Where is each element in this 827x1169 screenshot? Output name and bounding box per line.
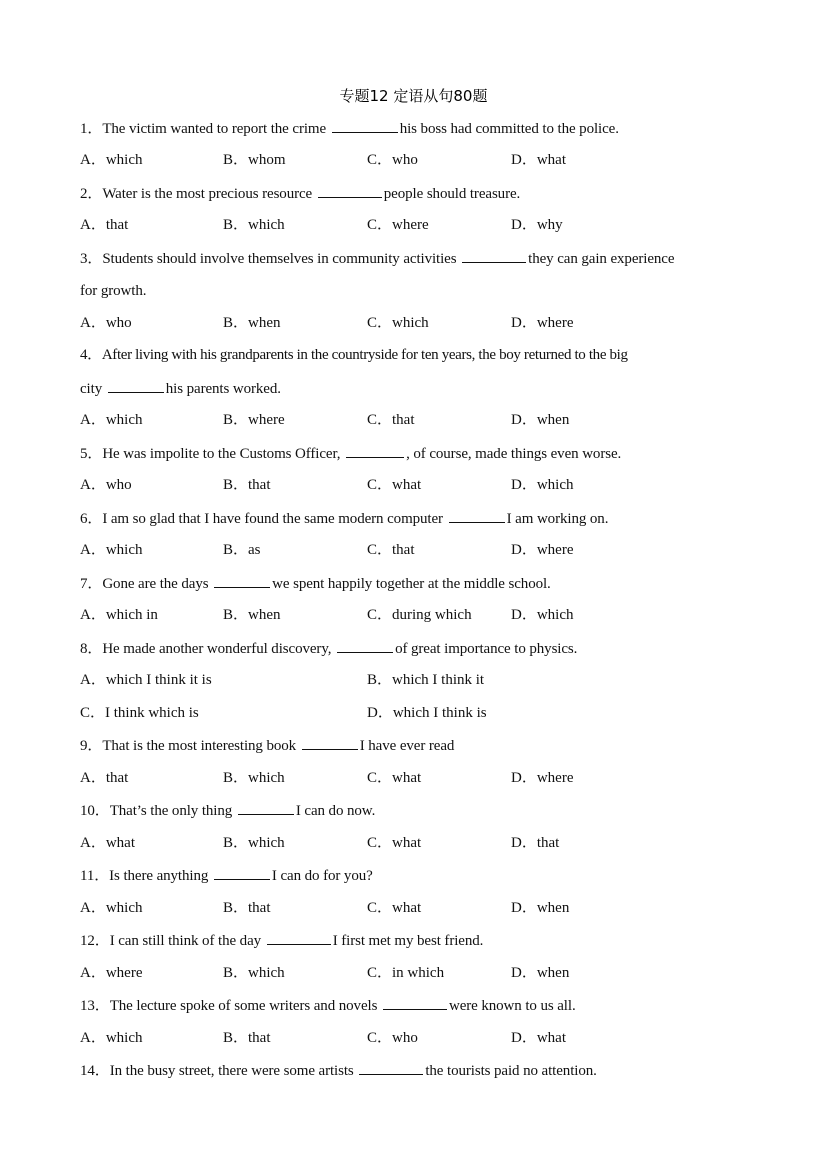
page-title: 专题12 定语从句80题 (339, 87, 488, 105)
question-1 (80, 118, 760, 139)
option-c: C．who (367, 1030, 418, 1046)
question-14 (80, 1060, 760, 1081)
question-number: 9． (80, 738, 103, 754)
question-text: people should treasure. (383, 186, 521, 202)
question-8 (80, 638, 760, 659)
question-number: 5． (80, 446, 103, 462)
question-number: 13． (80, 998, 110, 1014)
question-text: they can gain experience (528, 251, 675, 267)
answer-blank (214, 865, 270, 880)
option-a: A．which in (80, 607, 158, 623)
option-a: A．that (80, 217, 129, 233)
question-number: 8． (80, 641, 103, 657)
option-d: D．when (511, 900, 570, 916)
option-c: C．which (367, 315, 429, 331)
option-b: B．that (223, 1030, 271, 1046)
option-d: D．where (511, 315, 574, 331)
option-d: D．which I think is (367, 705, 487, 721)
option-a: A．who (80, 477, 132, 493)
question-text: I am so glad that I have found the same modern computer (102, 511, 443, 527)
question-2 (80, 183, 760, 204)
option-b: B．whom (223, 152, 286, 168)
question-number: 14． (80, 1063, 110, 1079)
question-text: I can do for you? (271, 868, 373, 884)
option-d: D．which (511, 607, 574, 623)
question-text: That is the most interesting book (102, 738, 297, 754)
option-b: B．where (223, 412, 285, 428)
question-text: his parents worked. (165, 381, 281, 397)
question-7 (80, 573, 760, 594)
option-b: B．that (223, 900, 271, 916)
question-text: we spent happily together at the middle school. (272, 576, 551, 592)
answer-blank (214, 573, 270, 588)
option-c: C．where (367, 217, 429, 233)
option-a: A．which (80, 900, 143, 916)
answer-blank (332, 118, 398, 133)
question-3-continuation (80, 281, 760, 301)
question-text: city (80, 381, 103, 397)
option-a: A．which (80, 152, 143, 168)
question-text: That’s the only thing (109, 803, 233, 819)
answer-blank (383, 995, 447, 1010)
question-number: 6． (80, 511, 103, 527)
question-10 (80, 800, 760, 821)
question-9 (80, 735, 760, 756)
option-d: D．where (511, 770, 574, 786)
option-a: A．which I think it is (80, 672, 212, 688)
question-text: his boss had committed to the police. (399, 121, 619, 137)
question-number: 1． (80, 121, 103, 137)
option-a: A．which (80, 412, 143, 428)
question-number: 2． (80, 186, 103, 202)
option-d: D．what (511, 152, 567, 168)
answer-blank (462, 248, 526, 263)
question-text: Is there anything (109, 868, 209, 884)
question-4 (80, 345, 760, 365)
question-6 (80, 508, 760, 529)
option-c: C．in which (367, 965, 445, 981)
question-number: 3． (80, 251, 103, 267)
answer-blank (318, 183, 382, 198)
question-number: 4． (80, 347, 102, 363)
question-text: In the busy street, there were some artists (109, 1063, 354, 1079)
option-c: C．what (367, 835, 422, 851)
option-b: B．when (223, 315, 281, 331)
answer-blank (449, 508, 505, 523)
option-d: D．that (511, 835, 560, 851)
question-number: 12． (80, 933, 110, 949)
question-13 (80, 995, 760, 1016)
question-number: 11． (80, 868, 110, 884)
option-a: A．which (80, 1030, 143, 1046)
option-b: B．which I think it (367, 672, 485, 688)
option-c: C．I think which is (80, 705, 199, 721)
question-5 (80, 443, 760, 464)
option-c: C．what (367, 770, 422, 786)
answer-blank (238, 800, 294, 815)
option-b: B．when (223, 607, 281, 623)
answer-blank (359, 1060, 423, 1075)
question-text: the tourists paid no attention. (425, 1063, 597, 1079)
question-text: Water is the most precious resource (102, 186, 313, 202)
question-text: for growth. (80, 283, 147, 299)
option-b: B．which (223, 770, 285, 786)
question-text: were known to us all. (448, 998, 576, 1014)
option-d: D．where (511, 542, 574, 558)
question-text: Gone are the days (102, 576, 209, 592)
question-text: He made another wonderful discovery, (102, 641, 332, 657)
option-c: C．during which (367, 607, 472, 623)
option-a: A．which (80, 542, 143, 558)
question-3 (80, 248, 760, 269)
answer-blank (346, 443, 404, 458)
question-text: I can do now. (295, 803, 376, 819)
question-11 (80, 865, 760, 886)
question-text: After living with his grandparents in the countryside for ten years, the boy returned to the big (101, 347, 628, 363)
question-text: Students should involve themselves in community activities (102, 251, 457, 267)
option-a: A．what (80, 835, 136, 851)
option-b: B．which (223, 835, 285, 851)
option-b: B．which (223, 965, 285, 981)
question-number: 7． (80, 576, 103, 592)
option-d: D．what (511, 1030, 567, 1046)
question-text: The victim wanted to report the crime (102, 121, 327, 137)
option-c: C．what (367, 477, 422, 493)
option-a: A．who (80, 315, 132, 331)
option-c: C．that (367, 412, 415, 428)
answer-blank (337, 638, 393, 653)
option-d: D．when (511, 965, 570, 981)
question-text: He was impolite to the Customs Officer, (102, 446, 341, 462)
answer-blank (108, 378, 164, 393)
option-b: B．which (223, 217, 285, 233)
option-c: C．what (367, 900, 422, 916)
option-a: A．that (80, 770, 129, 786)
option-b: B．that (223, 477, 271, 493)
question-text: I first met my best friend. (332, 933, 484, 949)
question-text: I can still think of the day (109, 933, 262, 949)
option-c: C．who (367, 152, 418, 168)
question-text: , of course, made things even worse. (406, 446, 622, 462)
question-text: of great importance to physics. (395, 641, 578, 657)
question-text: I am working on. (506, 511, 609, 527)
answer-blank (267, 930, 331, 945)
option-a: A．where (80, 965, 143, 981)
answer-blank (302, 735, 358, 750)
option-c: C．that (367, 542, 415, 558)
option-d: D．which (511, 477, 574, 493)
option-d: D．when (511, 412, 570, 428)
option-d: D．why (511, 217, 563, 233)
question-4-continuation (80, 378, 760, 399)
question-12 (80, 930, 760, 951)
question-text: I have ever read (359, 738, 455, 754)
question-number: 10． (80, 803, 110, 819)
question-text: The lecture spoke of some writers and novels (109, 998, 378, 1014)
option-b: B．as (223, 542, 261, 558)
